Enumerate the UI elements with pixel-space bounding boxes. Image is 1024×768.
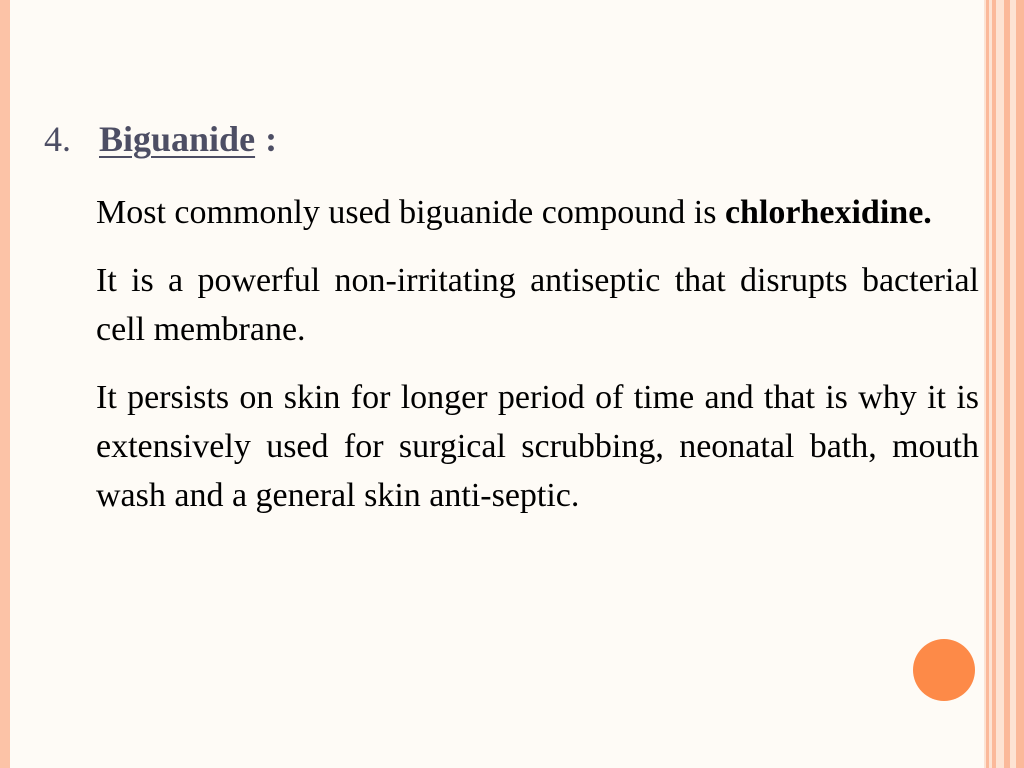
paragraph-3	[96, 373, 979, 520]
heading-number: 4.	[44, 119, 71, 159]
paragraph-1	[96, 188, 979, 237]
slide-heading	[44, 113, 277, 165]
heading-colon: :	[265, 119, 278, 159]
right-border-stripe	[1004, 0, 1010, 768]
paragraph-2	[96, 256, 979, 354]
right-border-stripe	[992, 0, 996, 768]
slide-body	[96, 188, 979, 539]
paragraph-1-bold-term: chlorhexidine.	[724, 194, 932, 231]
paragraph-2-text: It is a powerful non-irritating antiseptic that disrupts bacterial cell membrane.	[96, 262, 979, 348]
left-border	[0, 0, 10, 768]
accent-dot	[913, 639, 975, 701]
right-border-stripe	[1016, 0, 1024, 768]
paragraph-3-text: It persists on skin for longer period of time and that is why it is extensively used for surgical scrubbing, neonatal bath, mouth wash and a general skin anti-septic.	[96, 379, 979, 514]
right-border-stripe	[986, 0, 989, 768]
paragraph-1-text: Most commonly used biguanide compound is	[96, 194, 725, 231]
heading-term: Biguanide	[99, 119, 256, 159]
